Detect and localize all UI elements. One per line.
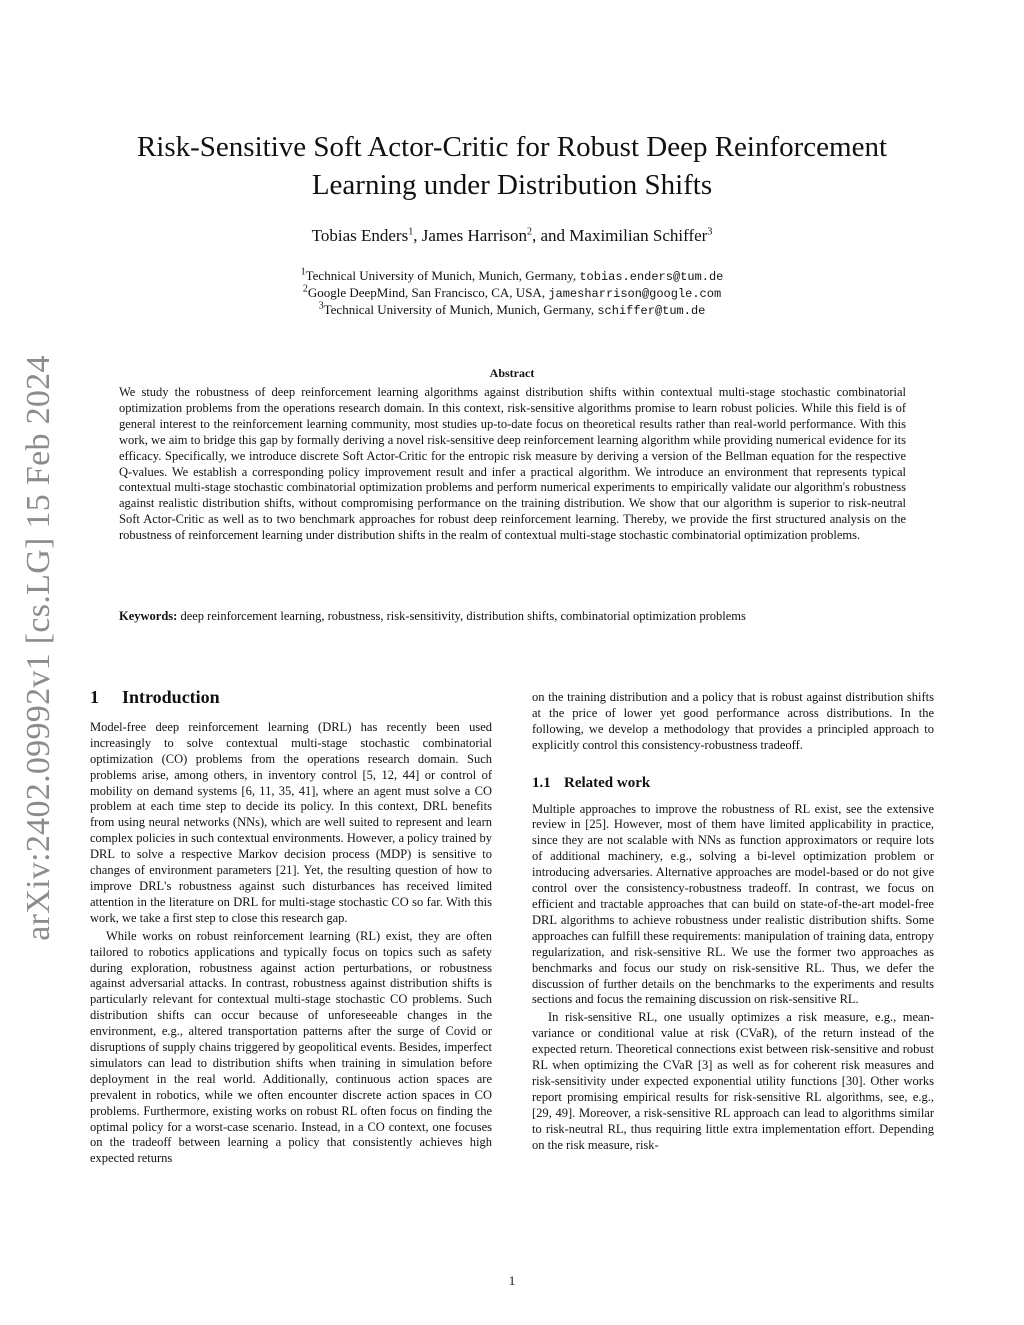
affiliation-list — [110, 268, 914, 319]
affiliation — [110, 285, 914, 302]
arxiv-identifier-text: arXiv:2402.09992v1 [cs.LG] 15 Feb 2024 — [20, 355, 57, 941]
affiliation-mark: 1 — [300, 266, 306, 278]
left-column — [90, 687, 492, 1169]
affiliation-text: Technical University of Munich, Munich, Germany, — [323, 302, 598, 317]
keywords-text: deep reinforcement learning, robustness, risk-sensitivity, distribution shifts, combinatorial optimization problems — [180, 609, 746, 623]
abstract-heading: Abstract — [489, 366, 535, 380]
affiliation-email: schiffer@tum.de — [597, 304, 706, 318]
keywords-label: Keywords: — [119, 609, 178, 623]
section-heading-related-work — [532, 776, 934, 792]
affiliation-email: jamesharrison@google.com — [548, 287, 722, 301]
intro-paragraph-1: Model-free deep reinforcement learning (DRL) has recently been used increasingly to solve contextual multi-stage stochastic combinatorial optimization (CO) problems from the operations research domain. Such problems arise, among others, in inventory control [5, 12, 44] or control of mobility on demand systems [6, 11, 35, 41], where an agent must solve a CO problem at each time step to decide its policy. In this context, DRL benefits from using neural networks (NNs), which are well suited to represent and learn complex policies in such contextual environments. However, a policy trained by DRL to solve a respective Markov decision process (MDP) is sensitive to changes of environment parameters [21]. Yet, the resulting question of how to improve DRL's robustness against such disturbances has received limited attention in the literature on DRL for multi-stage stochastic CO so far. With this work, we take a first step to close this research gap. — [90, 719, 492, 925]
right-column — [532, 690, 934, 1155]
intro-paragraph-continued: on the training distribution and a policy that is robust against distribution shifts at the price of lower yet good performance across distributions. In the following, we develop a methodology that provides a principled approach to explicitly control this consistency-robustness tradeoff. — [532, 690, 934, 752]
subsection-number: 1.1 — [532, 774, 551, 791]
author-separator: , and — [532, 226, 570, 245]
author-name: Tobias Enders — [311, 226, 409, 245]
page-number: 1 — [508, 1273, 516, 1288]
affiliation-text: Technical University of Munich, Munich, Germany, — [305, 268, 580, 283]
affiliation-mark: 3 — [318, 300, 324, 312]
author-name: Maximilian Schiffer — [569, 226, 708, 245]
author-affiliation-mark: 2 — [527, 226, 532, 238]
section-title: Introduction — [122, 687, 220, 707]
abstract-text: We study the robustness of deep reinforcement learning algorithms against distribution shifts within contextual multi-stage stochastic combinatorial optimization problems from the operations research domain. In this context, risk-sensitive algorithms promise to learn robust policies. While this field is of general interest to the reinforcement learning community, most studies up-to-date focus on theoretical results rather than real-world performance. With this work, we aim to bridge this gap by formally deriving a novel risk-sensitive deep reinforcement learning algorithm while providing numerical evidence for its efficacy. Specifically, we introduce discrete Soft Actor-Critic for the entropic risk measure by deriving a version of the Bellman equation for the respective Q-values. We establish a corresponding policy improvement result and infer a practical algorithm. We introduce an environment that represents typical contextual multi-stage stochastic combinatorial optimization problems and perform numerical experiments to empirically validate our algorithm's robustness against realistic distribution shifts, without compromising performance on the training distribution. We show that our algorithm is superior to risk-neutral Soft Actor-Critic as well as to two benchmark approaches for robust deep reinforcement learning. Thereby, we provide the first structured analysis on the robustness of reinforcement learning under distribution shifts in the realm of contextual multi-stage stochastic combinatorial optimization problems. — [119, 385, 906, 543]
intro-paragraph-2: While works on robust reinforcement learning (RL) exist, they are often tailored to robotics applications and typically focus on topics such as safety during exploration, robustness against action perturbations, or robustness against adversarial attacks. In contrast, robustness against distribution shifts is particularly relevant for contextual multi-stage stochastic CO problems. Such distribution shifts can occur because of unforeseeable changes in the environment, e.g., altered transportation patterns after the surge of Covid or disruptions of supply chains triggered by geopolitical events. Besides, imperfect simulators can lead to distribution shifts when training in simulation before deployment in the real world. Additionally, continuous action spaces are prevalent in robotics, while we often encounter discrete action spaces in CO problems. Furthermore, existing works on robust RL often focus on finding the optimal policy for a worst-case scenario. Instead, in a CO context, one focuses on the tradeoff between learning a policy that consistently achieves high expected returns — [90, 928, 492, 1166]
arxiv-identifier — [8, 353, 70, 943]
author-affiliation-mark: 3 — [707, 226, 713, 238]
author-list — [110, 226, 914, 246]
affiliation — [110, 302, 914, 319]
paper-title — [110, 128, 914, 204]
affiliation — [110, 268, 914, 285]
author-affiliation-mark: 1 — [408, 226, 414, 238]
paper-title-line-2: Learning under Distribution Shifts — [311, 169, 713, 201]
section-number: 1 — [90, 687, 99, 707]
paper-title-line-1: Risk-Sensitive Soft Actor-Critic for Robust Deep Reinforcement — [136, 131, 888, 163]
affiliation-email: tobias.enders@tum.de — [579, 270, 724, 284]
related-work-paragraph-1: Multiple approaches to improve the robustness of RL exist, see the extensive review in [25]. However, most of them have limited applicability in practice, since they are not scalable with NNs as function approximators or require lots of additional machinery, e.g., solving a bi-level optimization problem or introducing adversaries. Alternative approaches are model-based or do not give control over the consistency-robustness tradeoff. In contrast, we focus on efficient and tractable approaches that can build on state-of-the-art model-free DRL algorithms to achieve robustness under realistic distribution shifts. Some approaches can fulfill these requirements: manipulation of training data, entropy regularization, and risk-sensitive RL. We use the former two approaches as benchmarks and focus our study on risk-sensitive RL. Thus, we defer the discussion of further details on the benchmarks to the experiments and results sections and focus the remaining discussion on risk-sensitive RL. — [532, 801, 934, 1007]
section-heading-introduction — [90, 687, 492, 707]
keywords — [119, 609, 906, 624]
affiliation-mark: 2 — [302, 283, 308, 295]
affiliation-text: Google DeepMind, San Francisco, CA, USA, — [307, 285, 549, 300]
author-name: James Harrison — [421, 226, 527, 245]
related-work-paragraph-2: In risk-sensitive RL, one usually optimizes a risk measure, e.g., mean-variance or conditional value at risk (CVaR), of the return instead of the expected return. Theoretical connections exist between risk-sensitive and robust RL when optimizing the CVaR [3] as well as for coherent risk measures and risk-sensitivity under expected exponential utility functions [30]. Other works report promising empirical results for risk-sensitive RL algorithms, see, e.g., [29, 49]. Moreover, a risk-sensitive RL approach can lead to algorithms similar to risk-neutral RL, thus requiring little extra implementation effort. Depending on the risk measure, risk- — [532, 1010, 934, 1152]
subsection-title: Related work — [564, 774, 651, 791]
author-separator: , — [413, 226, 422, 245]
